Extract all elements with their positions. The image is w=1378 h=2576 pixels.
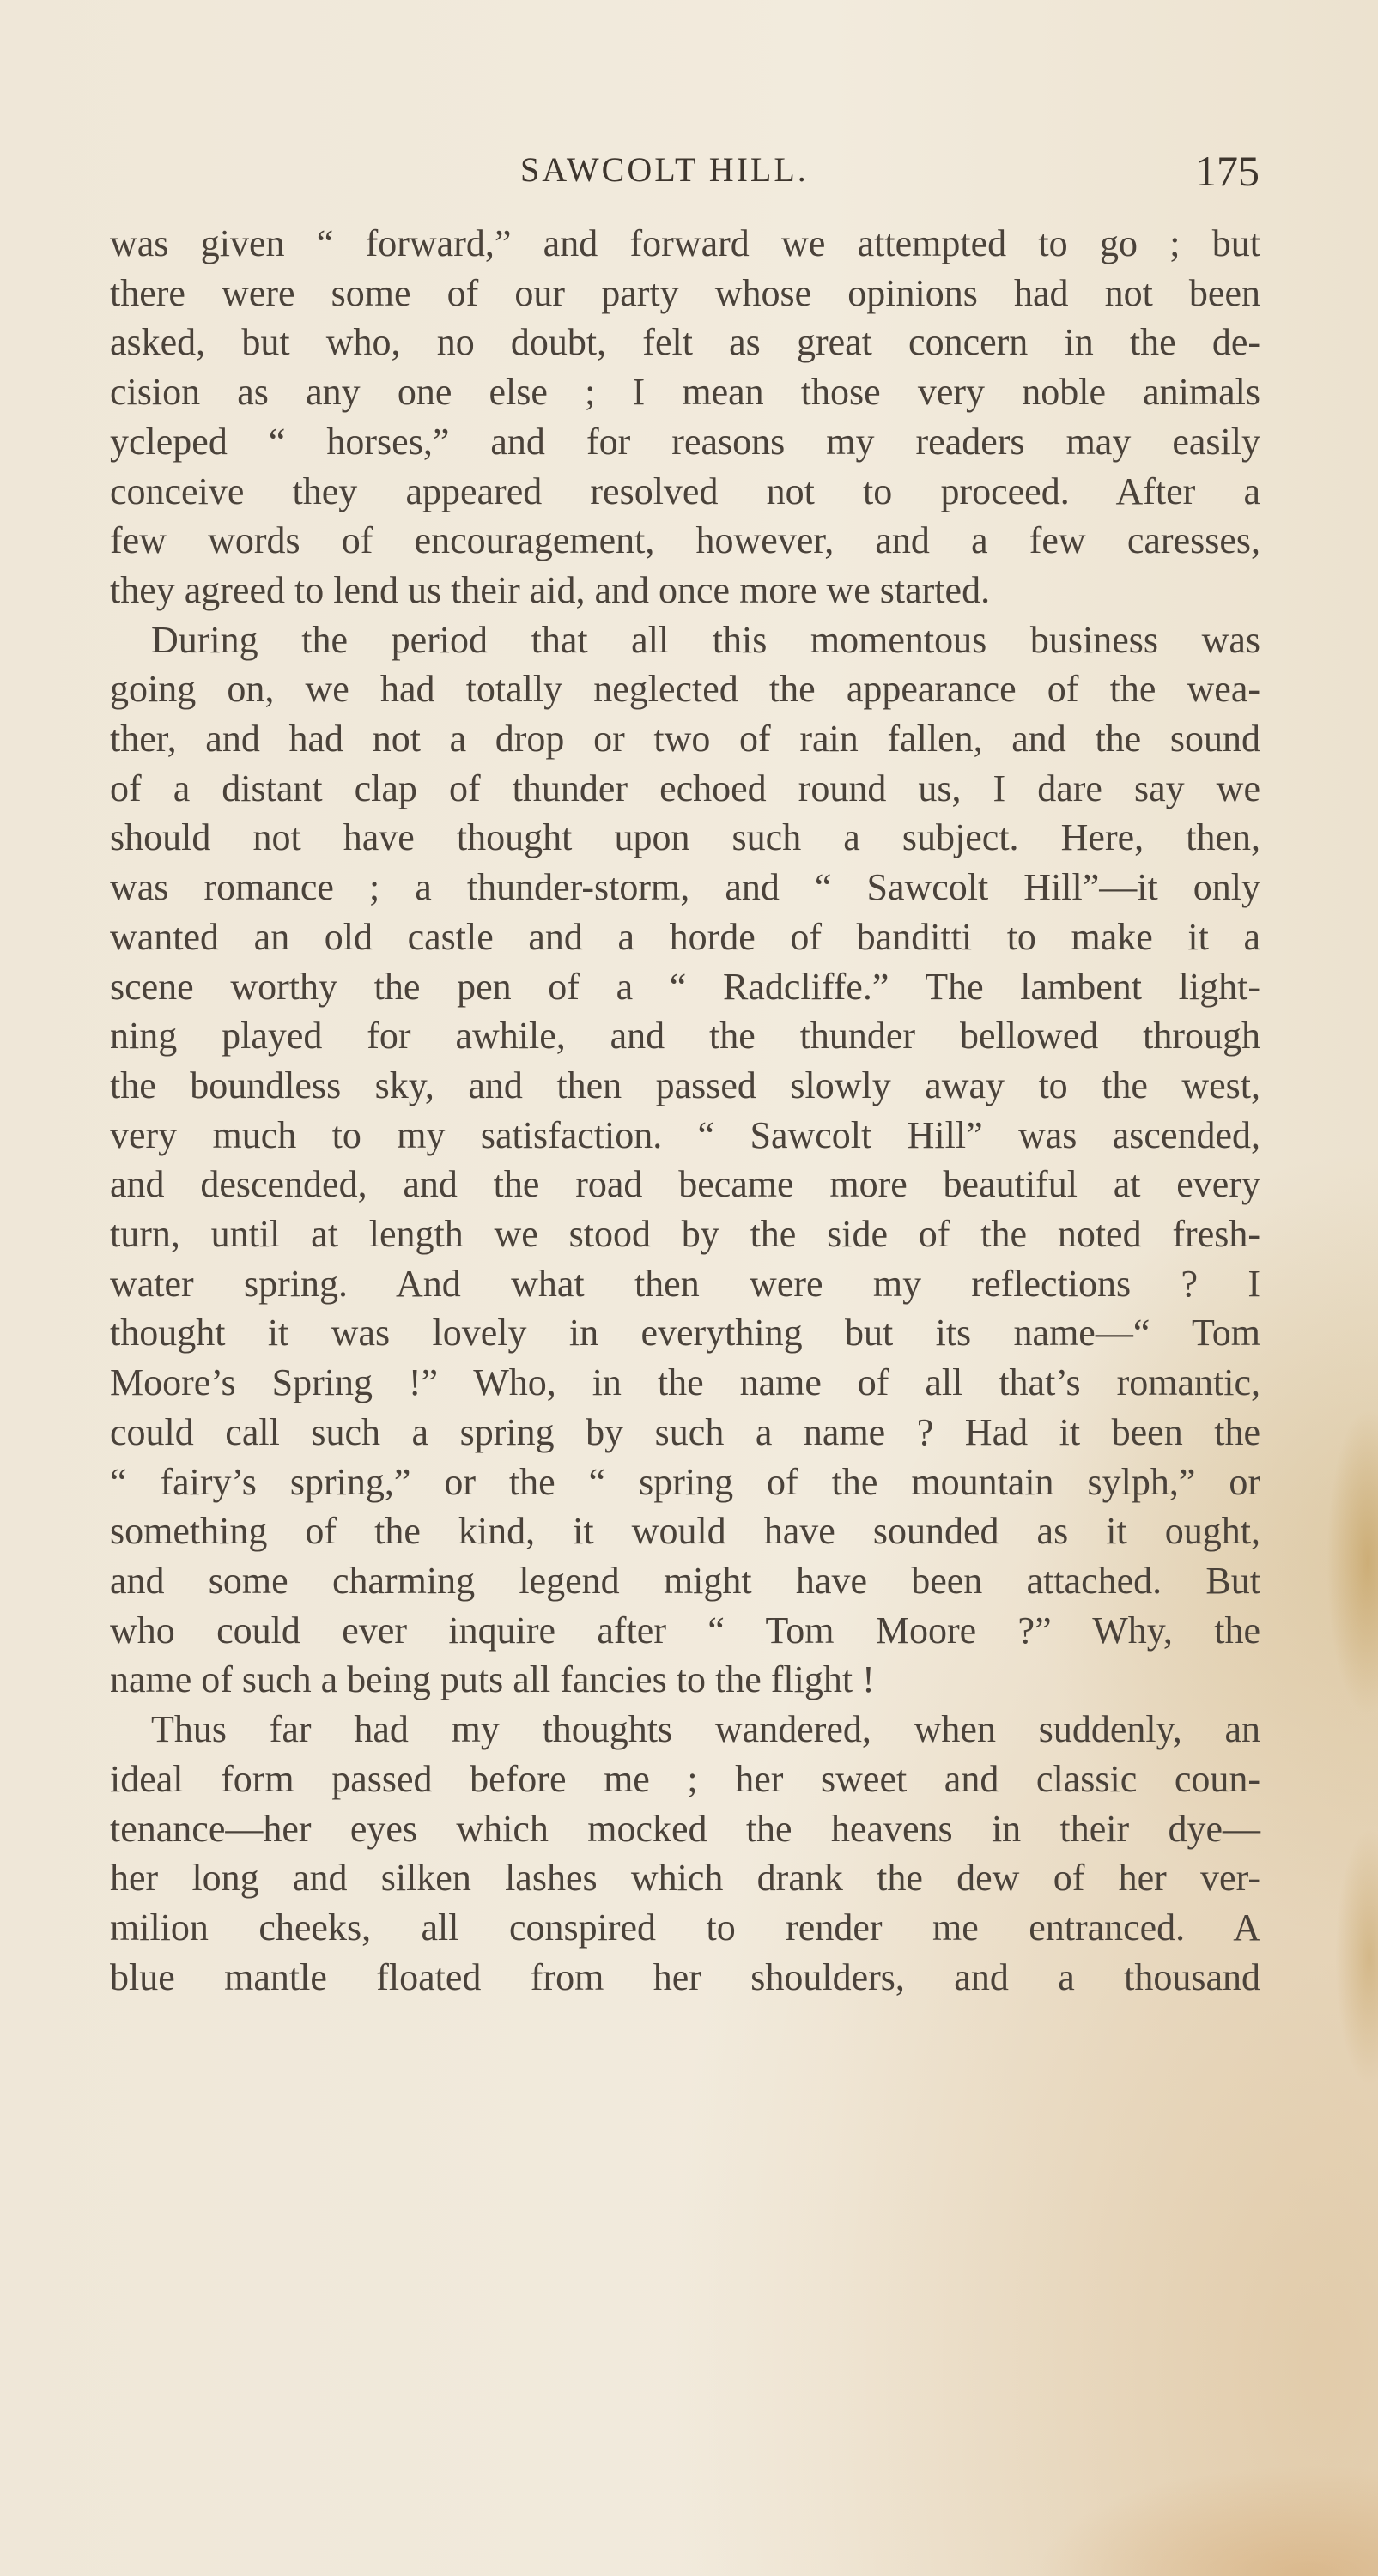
- text-line: should not have thought upon such a subject. Here, then,: [110, 816, 1260, 859]
- page-number: 175: [1195, 147, 1260, 195]
- text-line: the boundless sky, and then passed slowly away to the west,: [110, 1064, 1260, 1106]
- text-line: they agreed to lend us their aid, and once more we started.: [110, 568, 991, 611]
- text-line: was romance ; a thunder-storm, and “ Sawcolt Hill”—it only: [110, 866, 1260, 909]
- text-line: cision as any one else ; I mean those very noble animals: [110, 371, 1260, 414]
- text-line: water spring. And what then were my reflections ? I: [110, 1262, 1260, 1305]
- text-line: ideal form passed before me ; her sweet and classic coun-: [110, 1757, 1260, 1800]
- text-line: name of such a being puts all fancies to the flight !: [110, 1658, 875, 1701]
- text-line: there were some of our party whose opinions had not been: [110, 271, 1260, 314]
- text-line: who could ever inquire after “ Tom Moore ?” Why, the: [110, 1609, 1260, 1652]
- text-line: conceive they appeared resolved not to proceed. After a: [110, 470, 1260, 512]
- paper-corner-discoloration: [1035, 2464, 1378, 2576]
- text-line: ning played for awhile, and the thunder bellowed through: [110, 1015, 1260, 1058]
- text-line: going on, we had totally neglected the appearance of the wea-: [110, 668, 1260, 711]
- text-line: Thus far had my thoughts wandered, when suddenly, an: [151, 1708, 1260, 1751]
- text-line: blue mantle floated from her shoulders, and a thousand: [110, 1955, 1260, 1998]
- text-line: and descended, and the road became more beautiful at every: [110, 1163, 1260, 1206]
- text-line: very much to my satisfaction. “ Sawcolt Hill” was ascended,: [110, 1113, 1260, 1156]
- text-line: ycleped “ horses,” and for reasons my readers may easily: [110, 420, 1260, 463]
- text-line: tenance—her eyes which mocked the heavens in their dye—: [110, 1807, 1260, 1850]
- page-header: [0, 146, 1378, 206]
- text-line: turn, until at length we stood by the side of the noted fresh-: [110, 1213, 1260, 1256]
- text-line: thought it was lovely in everything but its name—“ Tom: [110, 1312, 1260, 1355]
- text-line: could call such a spring by such a name ? Had it been the: [110, 1410, 1260, 1453]
- text-line: ther, and had not a drop or two of rain fallen, and the sound: [110, 718, 1260, 761]
- text-line: wanted an old castle and a horde of banditti to make it a: [110, 915, 1260, 958]
- text-line: milion cheeks, all conspired to render me entranced. A: [110, 1906, 1260, 1949]
- text-line: something of the kind, it would have sounded as it ought,: [110, 1510, 1260, 1553]
- running-head: SAWCOLT HILL.: [520, 150, 809, 189]
- text-line: scene worthy the pen of a “ Radcliffe.” The lambent light-: [110, 965, 1260, 1008]
- text-line: few words of encouragement, however, and a few caresses,: [110, 519, 1260, 562]
- text-line: was given “ forward,” and forward we attempted to go ; but: [110, 222, 1260, 264]
- text-line: and some charming legend might have been attached. But: [110, 1559, 1260, 1602]
- body-text: [110, 219, 1260, 2002]
- text-line: asked, but who, no doubt, felt as great concern in the de-: [110, 321, 1260, 364]
- paper-stain: [1326, 1408, 1378, 1717]
- text-line: “ fairy’s spring,” or the “ spring of the mountain sylph,” or: [110, 1460, 1260, 1503]
- text-line: During the period that all this momentous business was: [151, 618, 1260, 661]
- text-line: Moore’s Spring !” Who, in the name of all that’s romantic,: [110, 1361, 1260, 1404]
- text-line: of a distant clap of thunder echoed round us, I dare say we: [110, 767, 1260, 809]
- text-line: her long and silken lashes which drank the dew of her ver-: [110, 1857, 1260, 1900]
- paper-stain: [1335, 1828, 1378, 2086]
